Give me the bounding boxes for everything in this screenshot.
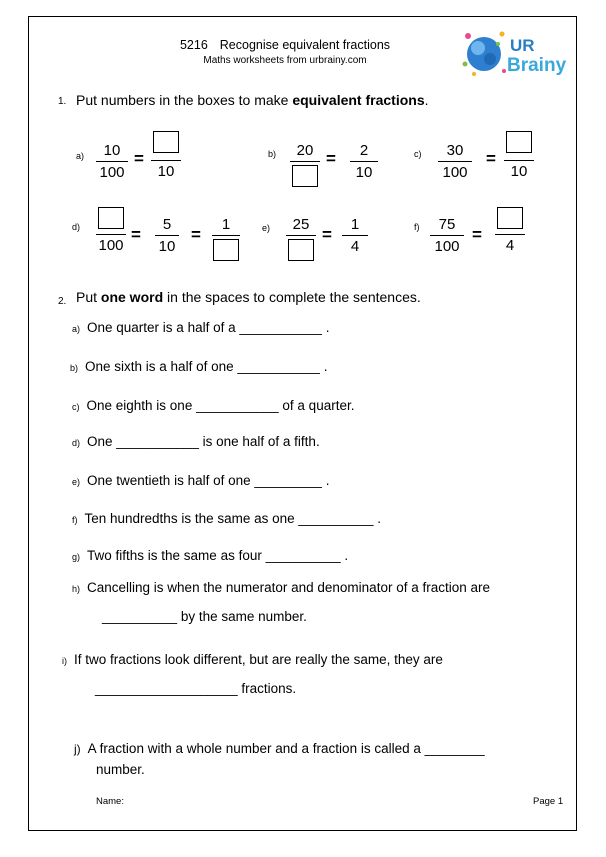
sentence-d[interactable]: d) One ___________ is one half of a fifth.	[72, 434, 320, 449]
fraction-f1: 75 100	[430, 215, 464, 256]
fraction-c2: 10	[504, 131, 534, 181]
urbrainy-logo	[462, 26, 577, 80]
equals-sign: =	[486, 149, 496, 168]
q1-label-b: b)	[268, 149, 277, 159]
worksheet-subtitle: Maths worksheets from urbrainy.com	[203, 55, 367, 66]
answer-box[interactable]	[213, 239, 239, 261]
equals-sign: =	[134, 149, 144, 168]
sentence-i[interactable]: i) If two fractions look different, but are really the same, they are	[62, 652, 443, 667]
sentence-g[interactable]: g) Two fifths is the same as four __________ .	[72, 548, 349, 563]
worksheet-title	[150, 38, 420, 52]
sentence-c[interactable]: c) One eighth is one ___________ of a quarter.	[72, 398, 355, 413]
equals-sign: =	[191, 225, 201, 244]
page-number: Page 1	[533, 796, 564, 807]
q1-label-d: d)	[72, 222, 81, 232]
answer-box[interactable]	[506, 131, 532, 153]
fraction-f2: 4	[495, 207, 525, 255]
q2-number: 2.	[58, 296, 67, 307]
equals-sign: =	[131, 225, 141, 244]
sentence-h[interactable]: h) Cancelling is when the numerator and denominator of a fraction are	[72, 580, 490, 595]
q1-number: 1.	[58, 96, 67, 107]
q1-label-f: f)	[414, 222, 420, 232]
fraction-d2: 5 10	[155, 215, 179, 256]
sentence-j[interactable]: j) A fraction with a whole number and a fraction is called a ________	[74, 741, 485, 756]
q1-label-c: c)	[414, 149, 422, 159]
fraction-a1: 10 100	[96, 141, 128, 182]
logo-brainy-text: Brainy	[507, 55, 567, 76]
fraction-b2: 2 10	[350, 141, 378, 182]
fraction-e2: 1 4	[342, 215, 368, 256]
fraction-d3: 1	[212, 215, 240, 261]
answer-box[interactable]	[98, 207, 124, 229]
fraction-c1: 30 100	[438, 141, 472, 182]
worksheet-code: 5216	[179, 38, 208, 52]
sentence-h-line2[interactable]: __________ by the same number.	[102, 609, 307, 624]
sentence-a[interactable]: a) One quarter is a half of a ___________ .	[72, 320, 330, 335]
equals-sign: =	[472, 225, 482, 244]
page-border	[28, 16, 577, 831]
q1-instruction: Put numbers in the boxes to make equivalent fractions.	[76, 92, 429, 108]
fraction-d1: 100	[96, 207, 126, 255]
answer-box[interactable]	[153, 131, 179, 153]
fraction-e1: 25	[286, 215, 316, 261]
sentence-f[interactable]: f) Ten hundredths is the same as one __________ .	[72, 511, 381, 526]
sentence-b[interactable]: b) One sixth is a half of one ___________ .	[70, 359, 328, 374]
logo-ur-text: UR	[510, 36, 535, 55]
fraction-a2: 10	[151, 131, 181, 181]
sentence-i-line2[interactable]: ___________________ fractions.	[95, 681, 297, 696]
worksheet-title-text: Recognise equivalent fractions	[219, 38, 391, 52]
fraction-b1: 20	[290, 141, 320, 187]
q1-label-a: a)	[76, 151, 85, 161]
equals-sign: =	[322, 225, 332, 244]
answer-box[interactable]	[292, 165, 318, 187]
answer-box[interactable]	[497, 207, 523, 229]
sentence-j-line2: number.	[96, 762, 145, 777]
q1-label-e: e)	[262, 223, 271, 233]
sentence-e[interactable]: e) One twentieth is half of one _________ .	[72, 473, 330, 488]
equals-sign: =	[326, 149, 336, 168]
answer-box[interactable]	[288, 239, 314, 261]
name-label: Name:	[96, 796, 124, 807]
q2-instruction: Put one word in the spaces to complete the sentences.	[76, 289, 421, 305]
